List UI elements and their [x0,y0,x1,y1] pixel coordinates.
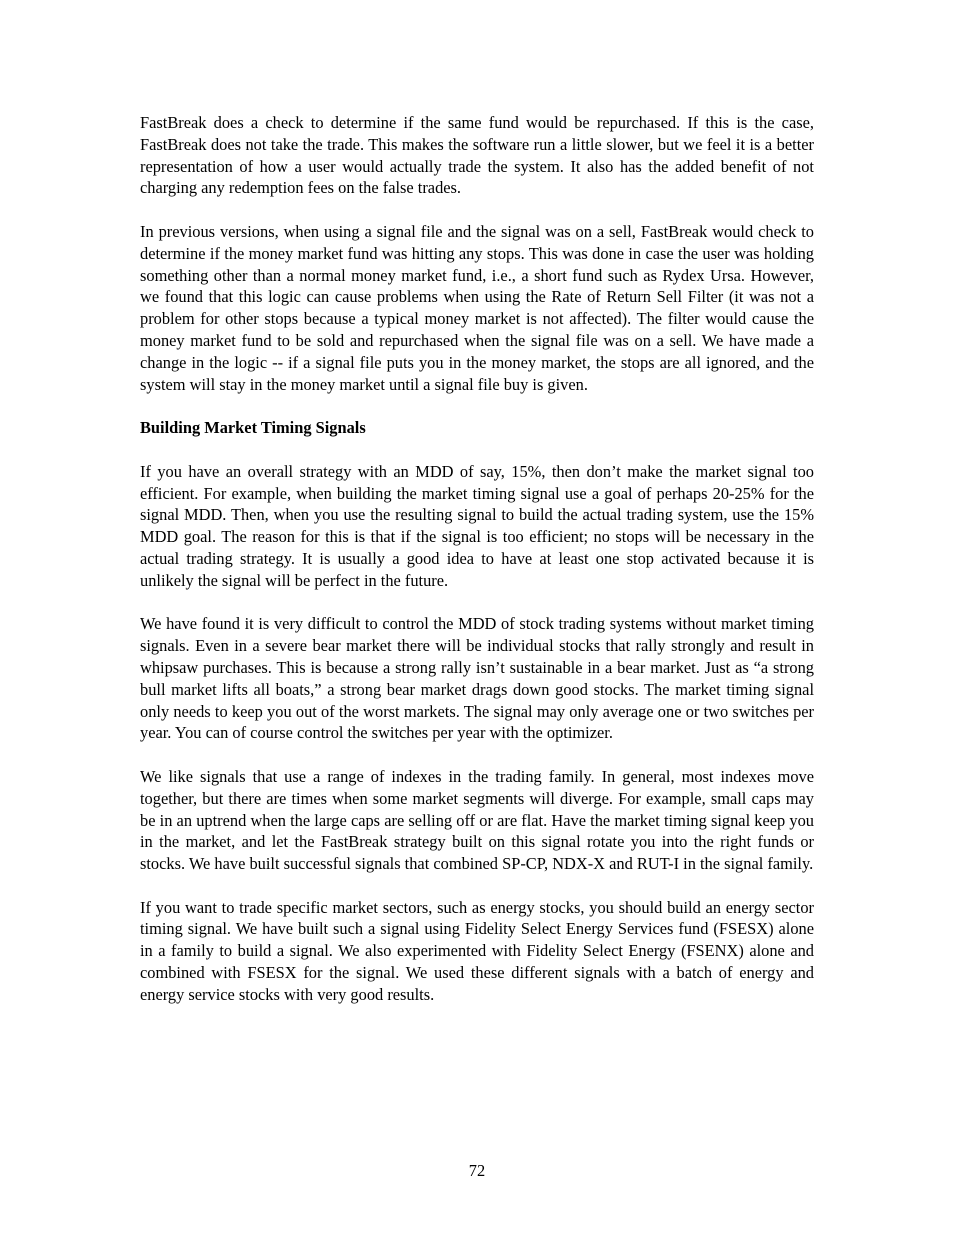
paragraph-signal-file-change: In previous versions, when using a signal file and the signal was on a sell, FastBreak would check to determine if the money market fund was hitting any stops. This was done in case the user was holding something other than a normal money market fund, i.e., a short fund such as Rydex Ursa. However, we found that this logic can cause problems when using the Rate of Return Sell Filter (it was not a problem for other stops because a typical money market is not affected). The filter would cause the money market fund to be sold and repurchased when the signal file was on a sell. We have made a change in the logic -- if a signal file puts you in the money market, the stops are all ignored, and the system will stay in the money market until a signal file buy is given. [140,221,814,394]
page-body [140,112,814,1027]
section-heading: Building Market Timing Signals [140,418,366,438]
paragraph-repurchase-check: FastBreak does a check to determine if the same fund would be repurchased. If this is the case, FastBreak does not take the trade. This makes the software run a little slower, but we feel it is a better representation of how a user would actually trade the system. It also has the added benefit of not charging any redemption fees on the false trades. [140,113,814,198]
paragraph-sector-signals: If you want to trade specific market sectors, such as energy stocks, you should build an energy sector timing signal. We have built such a signal using Fidelity Select Energy Services fund (FSESX) alone in a family to build a signal. We also experimented with Fidelity Select Energy (FSENX) alone and combined with FSESX for the signal. We used these different signals with a batch of energy and energy service stocks with very good results. [140,897,814,1004]
paragraph-index-range: We like signals that use a range of indexes in the trading family. In general, most indexes move together, but there are times when some market segments will diverge. For example, small caps may be in an uptrend when the large caps are selling off or are flat. Have the market timing signal keep you in the market, and let the FastBreak strategy built on this signal rotate you into the right funds or stocks. We have built successful signals that combined SP-CP, NDX-X and RUT-I in the signal family. [140,766,814,874]
paragraph-controlling-mdd: We have found it is very difficult to control the MDD of stock trading systems without market timing signals. Even in a severe bear market there will be individual stocks that rally strongly and result in whipsaw purchases. This is because a strong rally isn’t sustainable in a bear market. Just as “a strong bull market lifts all boats,” a strong bear market drags down good stocks. The market timing signal only needs to keep you out of the worst markets. The signal may only average one or two switches per year. You can of course control the switches per year with the optimizer. [140,614,814,743]
page-number: 72 [468,1161,486,1180]
paragraph-mdd-efficiency: If you have an overall strategy with an MDD of say, 15%, then don’t make the market signal too efficient. For example, when building the market timing signal use a goal of perhaps 20-25% for the signal MDD. Then, when you use the resulting signal to build the actual trading system, use the 15% MDD goal. The reason for this is that if the signal is too efficient; no stops will be necessary in the actual trading strategy. It is usually a good idea to have at least one stop activated because it is unlikely the signal will be perfect in the future. [140,461,814,590]
